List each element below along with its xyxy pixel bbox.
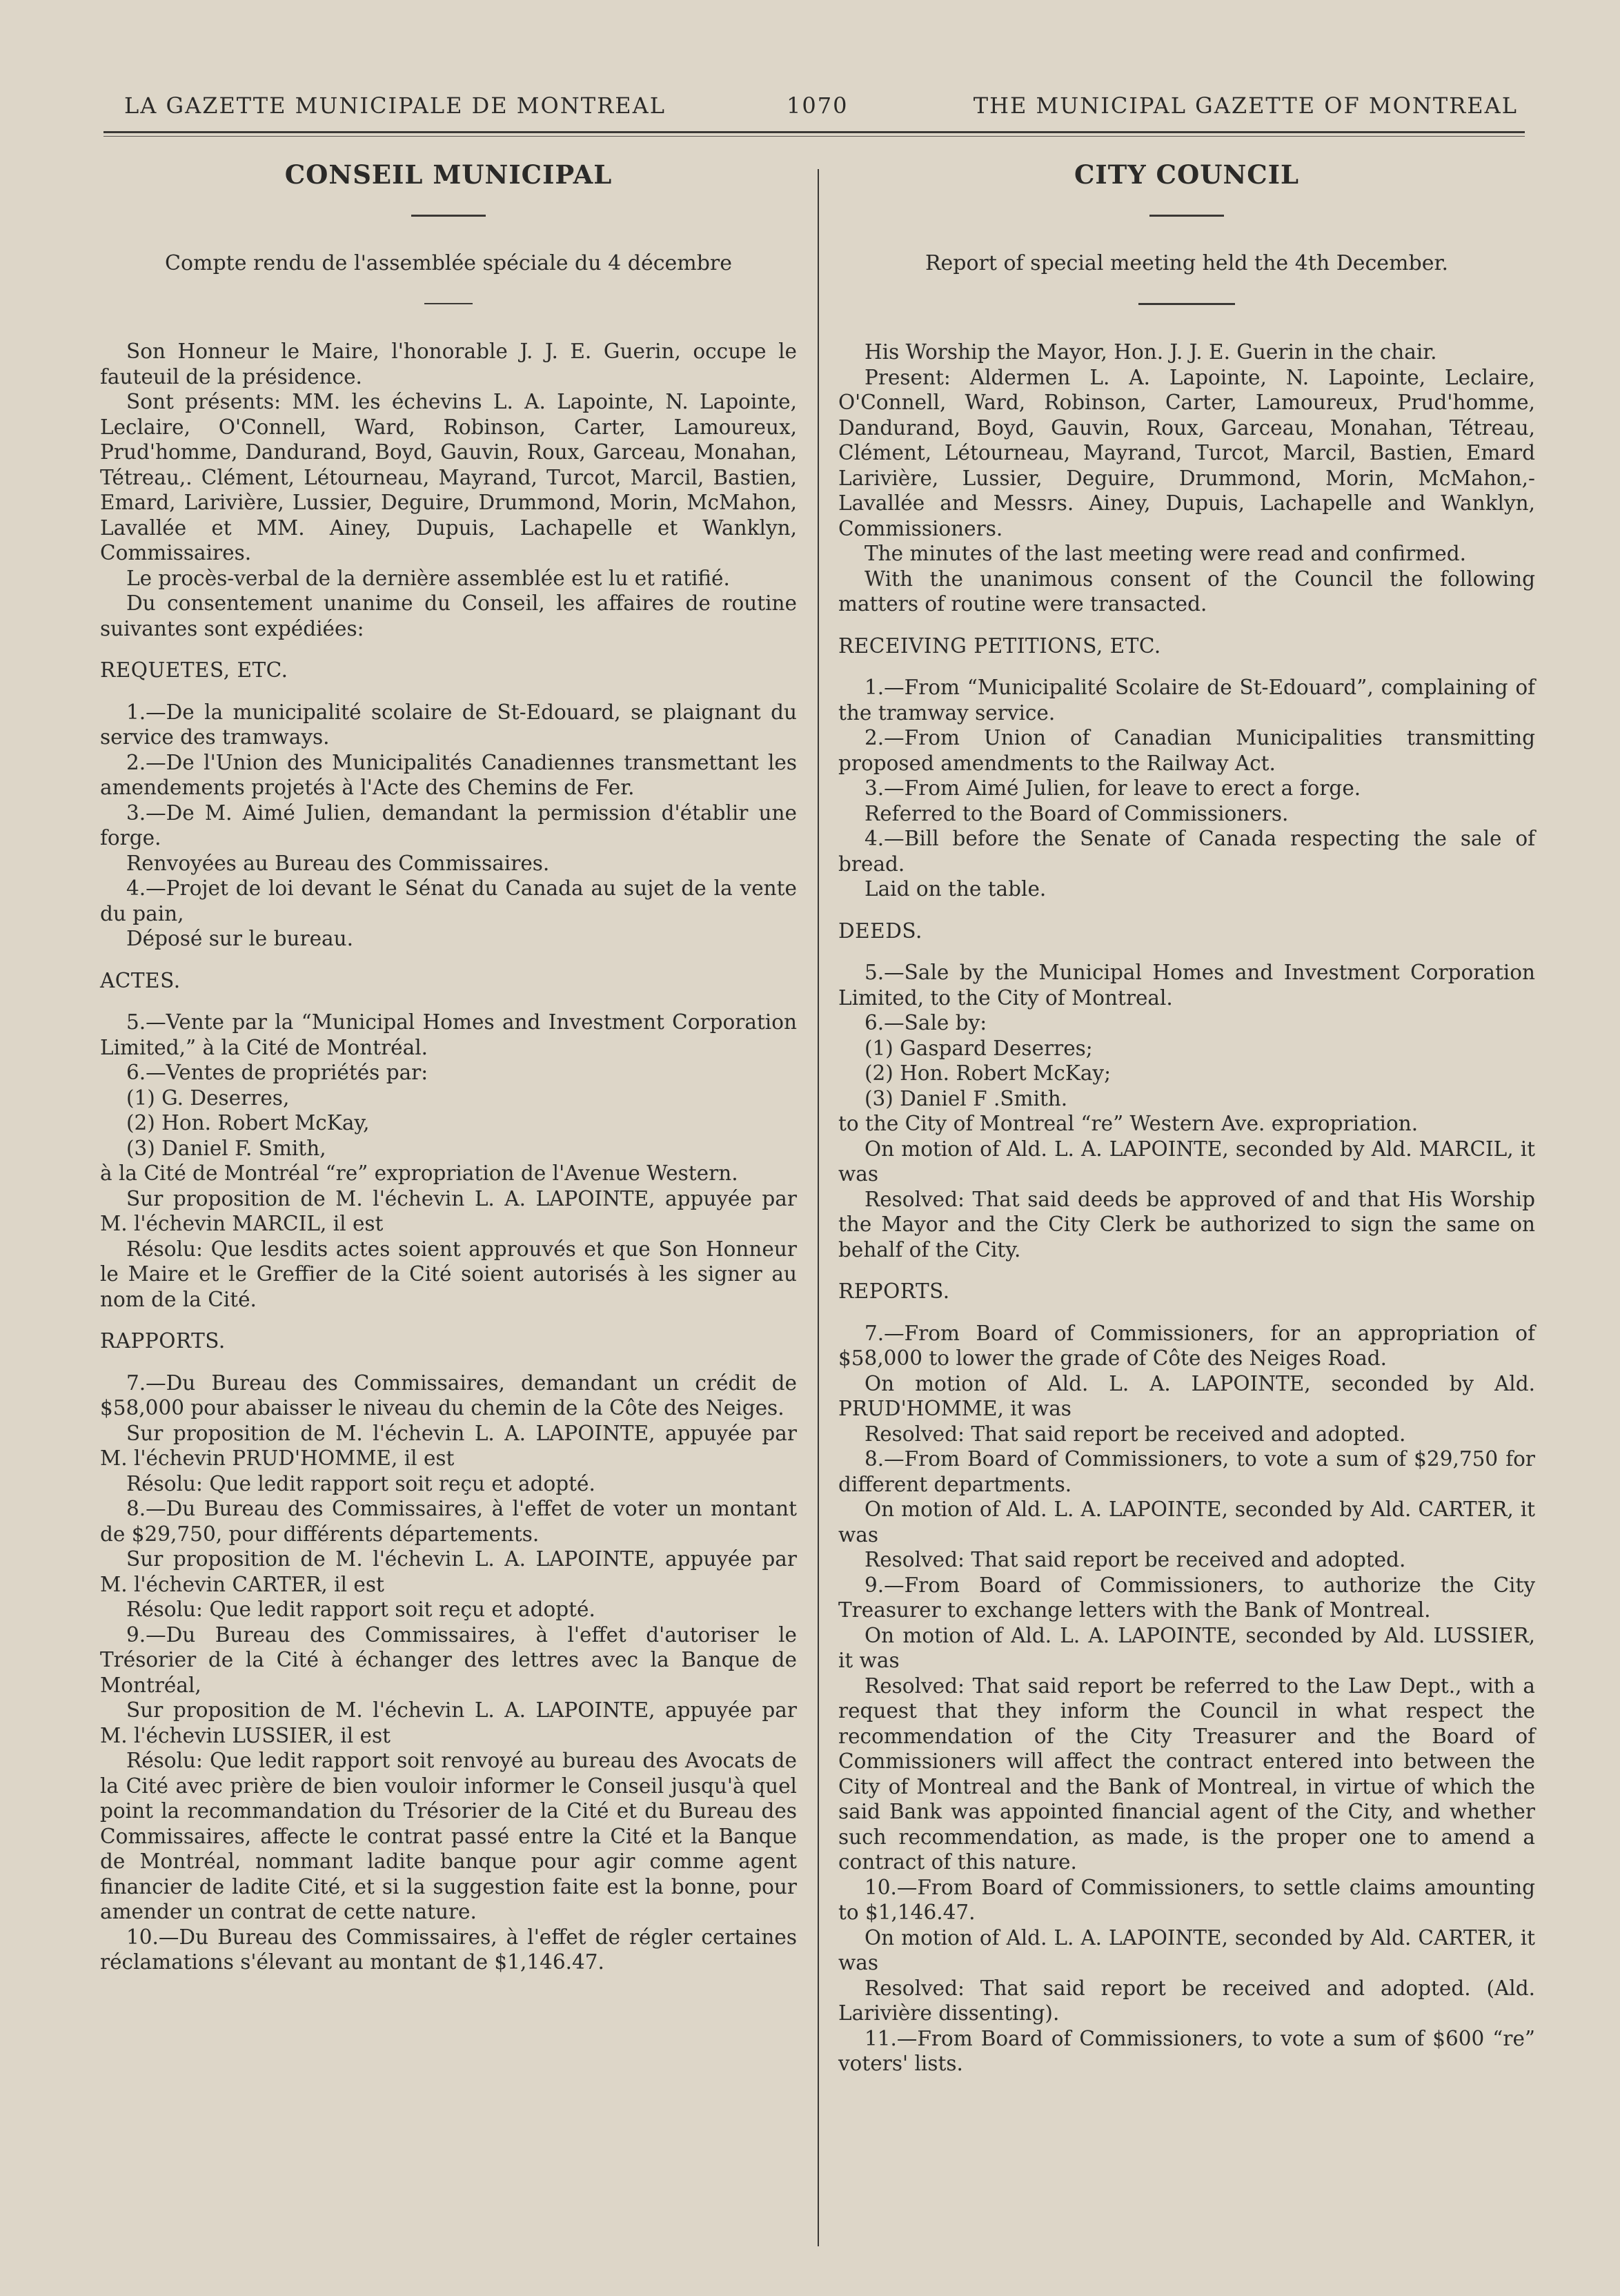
- paragraph: Resolved: That said deeds be approved of and that His Worship the Mayor and the City Clerk be authorized to sign the same on behalf of the City.: [838, 1187, 1535, 1262]
- paragraph: On motion of Ald. L. A. LAPOINTE, seconded by Ald. MARCIL, it was: [838, 1137, 1535, 1186]
- english-column: [838, 155, 1535, 2077]
- paragraph: 7.—Du Bureau des Commissaires, demandant un crédit de $58,000 pour abaisser le niveau du chemin de la Côte des Neiges.: [100, 1371, 797, 1420]
- french-column: [100, 155, 797, 1975]
- paragraph: Sur proposition de M. l'échevin L. A. LAPOINTE, appuyée par M. l'échevin PRUD'HOMME, il est: [100, 1421, 797, 1470]
- paragraph: Du consentement unanime du Conseil, les affaires de routine suivantes sont expédiées:: [100, 591, 797, 640]
- paragraph: 8.—From Board of Commissioners, to vote a sum of $29,750 for different departments.: [838, 1447, 1535, 1496]
- paragraph: 1.—De la municipalité scolaire de St-Edouard, se plaignant du service des tramways.: [100, 700, 797, 749]
- english-section-title: CITY COUNCIL: [1074, 159, 1300, 190]
- paragraph: 6.—Ventes de propriétés par:: [126, 1061, 428, 1084]
- paragraph: 7.—From Board of Commissioners, for an appropriation of $58,000 to lower the grade of Côte des Neiges Road.: [838, 1321, 1535, 1370]
- paragraph: 2.—From Union of Canadian Municipalities transmitting proposed amendments to the Railway Act.: [838, 726, 1535, 775]
- paragraph: 3.—De M. Aimé Julien, demandant la permission d'établir une forge.: [100, 801, 797, 850]
- paragraph: 8.—Du Bureau des Commissaires, à l'effet de voter un montant de $29,750, pour différents départements.: [100, 1497, 797, 1546]
- paragraph: Sur proposition de M. l'échevin L. A. LAPOINTE, appuyée par M. l'échevin LUSSIER, il est: [100, 1698, 797, 1747]
- paragraph: Résolu: Que ledit rapport soit renvoyé au bureau des Avocats de la Cité avec prière de bien vouloir informer le Conseil jusqu'à quel point la recommandation du Trésorier de la Cité et du Bureau des Commissaires, affecte le contrat passé entre la Cité et la Banque de Montréal, nommant ladite banque pour agir comme agent financier de ladite Cité, et si la suggestion faite est la bonne, pour amender un contrat de cette nature.: [100, 1749, 797, 1923]
- paragraph: Résolu: Que ledit rapport soit reçu et adopté.: [126, 1471, 595, 1495]
- running-header: [103, 88, 1518, 127]
- paragraph: Resolved: That said report be referred to the Law Dept., with a request that they inform the Council in what respect the recommendation of the City Treasurer and the Board of Commissioners will affect the contract entered into between the City of Montreal and the Bank of Montreal, in virtue of which the said Bank was appointed financial agent of the City, and whether such recommendation, as made, is the proper one to amend a contract of this nature.: [838, 1674, 1535, 1874]
- paragraph: Résolu: Que lesdits actes soient approuvés et que Son Honneur le Maire et le Greffier de la Cité soient autorisés à les signer au nom de la Cité.: [100, 1237, 797, 1311]
- paragraph: Résolu: Que ledit rapport soit reçu et adopté.: [126, 1598, 595, 1621]
- paragraph: 5.—Sale by the Municipal Homes and Investment Corporation Limited, to the City of Montreal.: [838, 961, 1535, 1010]
- paragraph: On motion of Ald. L. A. LAPOINTE, seconded by Ald. PRUD'HOMME, it was: [838, 1371, 1535, 1420]
- paragraph: 5.—Vente par la “Municipal Homes and Investment Corporation Limited,” à la Cité de Montréal.: [100, 1010, 797, 1059]
- paragraph: Sur proposition de M. l'échevin L. A. LAPOINTE, appuyée par M. l'échevin CARTER, il est: [100, 1547, 797, 1596]
- paragraph: The minutes of the last meeting were read and confirmed.: [865, 542, 1466, 565]
- paragraph: 2.—De l'Union des Municipalités Canadiennes transmettant les amendements projetés à l'Acte des Chemins de Fer.: [100, 750, 797, 799]
- subtitle-rule: [1138, 303, 1235, 305]
- paragraph: Son Honneur le Maire, l'honorable J. J. E. Guerin, occupe le fauteuil de la présidence.: [100, 340, 797, 389]
- paragraph: Déposé sur le bureau.: [126, 927, 354, 950]
- paragraph: 4.—Bill before the Senate of Canada respecting the sale of bread.: [838, 827, 1535, 876]
- title-rule: [411, 215, 486, 217]
- paragraph: Laid on the table.: [865, 877, 1047, 901]
- french-section-title: CONSEIL MUNICIPAL: [284, 159, 613, 190]
- paragraph: Present: Aldermen L. A. Lapointe, N. Lapointe, Leclaire, O'Connell, Ward, Robinson, Carter, Lamoureux, Prud'homme, Dandurand, Boyd, Gauvin, Roux, Garceau, Monahan, Tétreau, Clément, Létourneau, Mayrand, Turcot, Marcil, Bastien, Emard Larivière, Lussier, Deguire, Drummond, Morin, McMahon,- Lavallée and Messrs. Ainey, Dupuis, Lachapelle and Wanklyn, Commissioners.: [838, 365, 1535, 540]
- paragraph: 4.—Projet de loi devant le Sénat du Canada au sujet de la vente du pain,: [100, 876, 797, 925]
- subtitle-rule: [424, 303, 473, 304]
- french-subtitle: Compte rendu de l'assemblée spéciale du 4 décembre: [164, 251, 732, 275]
- paragraph: 1.—From “Municipalité Scolaire de St-Edouard”, complaining of the tramway service.: [838, 676, 1535, 725]
- paragraph: à la Cité de Montréal “re” expropriation de l'Avenue Western.: [100, 1161, 738, 1185]
- paragraph: 9.—From Board of Commissioners, to authorize the City Treasurer to exchange letters with the Bank of Montreal.: [838, 1573, 1535, 1622]
- paragraph: Le procès-verbal de la dernière assemblée est lu et ratifié.: [126, 566, 730, 590]
- list-item: (1) G. Deserres,: [126, 1086, 290, 1110]
- paragraph: Resolved: That said report be received and adopted. (Ald. Larivière dissenting).: [838, 1976, 1535, 2025]
- paragraph: On motion of Ald. L. A. LAPOINTE, seconded by Ald. CARTER, it was: [838, 1498, 1535, 1547]
- paragraph: Renvoyées au Bureau des Commissaires.: [126, 851, 550, 875]
- paragraph: On motion of Ald. L. A. LAPOINTE, seconded by Ald. CARTER, it was: [838, 1925, 1535, 1974]
- paragraph: 6.—Sale by:: [865, 1011, 987, 1034]
- header-english-title: THE MUNICIPAL GAZETTE OF MONTREAL: [973, 92, 1518, 119]
- paragraph: Sont présents: MM. les échevins L. A. Lapointe, N. Lapointe, Leclaire, O'Connell, Ward, Robinson, Carter, Lamoureux, Prud'homme, Dandurand, Boyd, Gauvin, Roux, Garceau, Monahan, Tétreau,. Clément, Létourneau, Mayrand, Turcot, Marcil, Bastien, Emard, Larivière, Lussier, Deguire, Drummond, Morin, McMahon, Lavallée et MM. Ainey, Dupuis, Lachapelle et Wanklyn, Commissaires.: [100, 390, 797, 565]
- paragraph: to the City of Montreal “re” Western Ave. expropriation.: [838, 1112, 1419, 1135]
- page-number: 1070: [787, 92, 849, 119]
- list-item: (1) Gaspard Deserres;: [865, 1036, 1093, 1060]
- paragraph: 11.—From Board of Commissioners, to vote a sum of $600 “re” voters' lists.: [838, 2026, 1535, 2075]
- paragraph: 10.—Du Bureau des Commissaires, à l'effet de régler certaines réclamations s'élevant au montant de $1,146.47.: [100, 1925, 797, 1974]
- paragraph: 9.—Du Bureau des Commissaires, à l'effet d'autoriser le Trésorier de la Cité à échanger des lettres avec la Banque de Montréal,: [100, 1622, 797, 1697]
- paragraph: Sur proposition de M. l'échevin L. A. LAPOINTE, appuyée par M. l'échevin MARCIL, il est: [100, 1186, 797, 1235]
- list-item: (3) Daniel F .Smith.: [865, 1086, 1068, 1110]
- paragraph: Resolved: That said report be received and adopted.: [865, 1422, 1406, 1446]
- section-heading: RAPPORTS.: [100, 1329, 226, 1353]
- section-heading: DEEDS.: [838, 919, 922, 943]
- header-french-title: LA GAZETTE MUNICIPALE DE MONTREAL: [124, 92, 666, 119]
- section-heading: REQUETES, ETC.: [100, 658, 288, 682]
- english-subtitle: Report of special meeting held the 4th December.: [925, 251, 1449, 275]
- french-body: [100, 339, 797, 1975]
- paragraph: Resolved: That said report be received and adopted.: [865, 1548, 1406, 1571]
- paragraph: With the unanimous consent of the Council the following matters of routine were transacted.: [838, 567, 1535, 616]
- english-body: [838, 340, 1535, 2077]
- paragraph: His Worship the Mayor, Hon. J. J. E. Guerin in the chair.: [865, 340, 1437, 364]
- paragraph: 3.—From Aimé Julien, for leave to erect a forge.: [865, 776, 1361, 800]
- paragraph: Referred to the Board of Commissioners.: [865, 801, 1289, 825]
- list-item: (2) Hon. Robert McKay,: [126, 1111, 370, 1135]
- paragraph: 10.—From Board of Commissioners, to settle claims amounting to $1,146.47.: [838, 1875, 1535, 1924]
- header-rule: [103, 131, 1525, 133]
- list-item: (2) Hon. Robert McKay;: [865, 1061, 1112, 1085]
- section-heading: ACTES.: [100, 968, 181, 992]
- section-heading: REPORTS.: [838, 1279, 950, 1303]
- list-item: (3) Daniel F. Smith,: [126, 1136, 326, 1160]
- header-rule-thin: [103, 136, 1525, 137]
- column-divider: [818, 169, 819, 2246]
- title-rule: [1149, 215, 1224, 217]
- section-heading: RECEIVING PETITIONS, ETC.: [838, 634, 1161, 658]
- paragraph: On motion of Ald. L. A. LAPOINTE, seconded by Ald. LUSSIER, it was: [838, 1623, 1535, 1672]
